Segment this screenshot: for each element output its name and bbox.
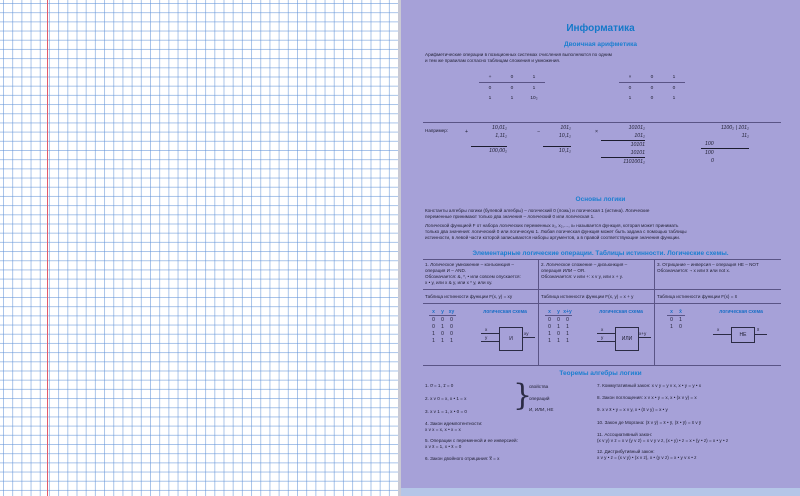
divider bbox=[423, 122, 781, 123]
and-in-x: x bbox=[485, 327, 488, 332]
or-scheme-label: логическая схема bbox=[599, 309, 643, 315]
brace-label-3: И, ИЛИ, НЕ bbox=[529, 407, 554, 412]
example-subtraction: − 101₂ 10,1₂ 10,1₂ bbox=[537, 125, 571, 154]
elem-mid-line bbox=[423, 289, 781, 290]
theorem-2: 2. x v 0 = x, x • 1 = x bbox=[425, 396, 467, 401]
not-description: 3. Отрицание – инверсия – операция НЕ – NOT Обозначается: ¬ x или x̄ или not x. bbox=[657, 262, 759, 273]
not-out: x̄ bbox=[757, 327, 760, 332]
binary-section-title: Двоичная арифметика bbox=[564, 41, 637, 48]
elem-caption-line bbox=[423, 303, 781, 304]
and-wire-out bbox=[521, 337, 535, 338]
elementary-section-title: Элементарные логические операции. Таблицы истинности. Логические схемы. bbox=[472, 250, 729, 257]
and-wire-y bbox=[481, 341, 499, 342]
or-wire-y bbox=[597, 341, 615, 342]
example-addition: + 10,01₂ 1,11₂ 100,00₂ bbox=[465, 125, 507, 154]
theorem-9: 9. x v x̄ • y = x v y, x • (x̄ v y) = x • y bbox=[597, 407, 668, 412]
or-out: x+y bbox=[639, 331, 647, 336]
example-multiplication: × 10101₂ 101₂ 10101 10101 1101001₂ bbox=[595, 125, 645, 165]
or-in-y: y bbox=[601, 335, 604, 340]
theorem-12-formula: x v y • z = (x v y) • (x v z), x • (y v z) = x • y v x • z bbox=[597, 455, 697, 460]
elem-top-line bbox=[423, 259, 781, 260]
not-caption: Таблица истинности функции F(x) = x̄ bbox=[657, 294, 737, 299]
or-in-x: x bbox=[601, 327, 604, 332]
not-in-x: x bbox=[717, 327, 720, 332]
not-scheme-label: логическая схема bbox=[719, 309, 763, 315]
and-caption: Таблица истинности функции F(x, y) = xy bbox=[425, 294, 513, 299]
page-title: Информатика bbox=[566, 23, 635, 34]
and-gate: И bbox=[499, 327, 523, 351]
logic-text: Константы алгебры логики (булевой алгебры) – логический 0 (ложь) и логическая 1 (истина). Логические переменные принимают только два значения – логический 0 или логическая 1. Логической функцией F от набора логических переменных x₁, x₂,…, xₙ называется функция, которая может принимать только два значения: логический 0 или логическую 1. Любая логическая функция может быть задана с помощью таблицы истинности, в левой части которой записываются наборы аргументов, а в правой соответствующие значения функции. bbox=[425, 208, 687, 240]
theorem-12: 12. Дистрибутивный закон: bbox=[597, 449, 655, 454]
logic-section-title: Основы логики bbox=[575, 196, 626, 203]
or-caption: Таблица истинности функции F(x, y) = x + y bbox=[541, 294, 634, 299]
or-wire-x bbox=[597, 333, 615, 334]
theorem-7: 7. Коммутативный закон: x v y = y v x, x • y = y • x bbox=[597, 383, 702, 388]
brace-label-1: свойства bbox=[529, 384, 549, 389]
and-in-y: y bbox=[485, 335, 488, 340]
reference-cover bbox=[401, 0, 800, 496]
theorem-4-formula: x v x = x, x • x = x bbox=[425, 427, 461, 432]
not-wire-in bbox=[713, 334, 731, 335]
elem-col-divider-1 bbox=[538, 259, 539, 365]
margin-line bbox=[47, 0, 48, 496]
brace-label-2: операций bbox=[529, 396, 550, 401]
theorem-11: 11. Ассоциативный закон: bbox=[597, 432, 653, 437]
and-truth-table: x y xy 0 0 0 0 1 0 1 0 0 1 1 1 bbox=[429, 308, 456, 344]
theorem-11-formula: (x v y) v z = x v (y v z) = x v y v z, (x • y) • z = x • (y • z) = x • y • z bbox=[597, 438, 729, 443]
binary-intro: Арифметические операции в позиционных системах счисления выполняются по одним и тем же правилам согласно таблицам сложения и умножения. bbox=[425, 52, 612, 63]
not-gate: НЕ bbox=[731, 327, 755, 343]
elem-col-divider-2 bbox=[654, 259, 655, 365]
or-gate: ИЛИ bbox=[615, 327, 639, 351]
addition-table: + 0 1 0 0 1 1 1 10₂ bbox=[479, 72, 545, 103]
and-out: xy bbox=[524, 331, 529, 336]
example-label: Например: bbox=[425, 128, 449, 133]
and-scheme-label: логическая схема bbox=[483, 309, 527, 315]
not-truth-table: x x̄ 0 1 1 0 bbox=[667, 308, 685, 330]
or-truth-table: x y x+y 0 0 0 0 1 1 1 0 1 1 1 1 bbox=[545, 308, 572, 344]
multiplication-table: × 0 1 0 0 0 1 0 1 bbox=[619, 72, 685, 103]
theorem-5-formula: x v x̄ = 1, x • x̄ = 0 bbox=[425, 444, 462, 449]
or-description: 2. Логическое сложение – дизъюнкция – операция ИЛИ – OR. Обозначается: v или +: x v y, или x + y. bbox=[541, 262, 628, 279]
theorem-1: 1. 0̄ = 1, 1̄ = 0 bbox=[425, 383, 454, 388]
cover-bottom-strip bbox=[401, 488, 800, 496]
example-division: 1100₂ | 101₂ 11₂ 100 100 0 bbox=[701, 124, 749, 165]
theorem-10: 10. Закон де Моргана: (x̄ v ȳ) = x̄ • ȳ, (x̄ • ȳ) = x̄ v ȳ bbox=[597, 420, 702, 425]
theorem-8: 8. Закон поглощения: x v x • y = x, x • (x v y) = x bbox=[597, 395, 697, 400]
and-description: 1. Логическое умножение – конъюнкция – операция И – AND. Обозначается: &, *, • или совсем опускается: x • y, или x & y, или x * y, или xy. bbox=[425, 262, 521, 285]
theorem-4: 4. Закон идемпотентности: bbox=[425, 421, 483, 426]
or-wire-out bbox=[637, 337, 651, 338]
elem-bottom-line bbox=[423, 365, 781, 366]
theorem-brace: } bbox=[513, 378, 533, 413]
not-wire-out bbox=[753, 334, 767, 335]
theorem-5: 5. Операции с переменной и ее инверсией: bbox=[425, 438, 518, 443]
and-wire-x bbox=[481, 333, 499, 334]
theorem-3: 3. x v 1 = 1, x • 0 = 0 bbox=[425, 409, 467, 414]
theorem-6: 6. Закон двойного отрицания: x̿ = x bbox=[425, 456, 500, 461]
theorems-section-title: Теоремы алгебры логики bbox=[559, 370, 642, 377]
